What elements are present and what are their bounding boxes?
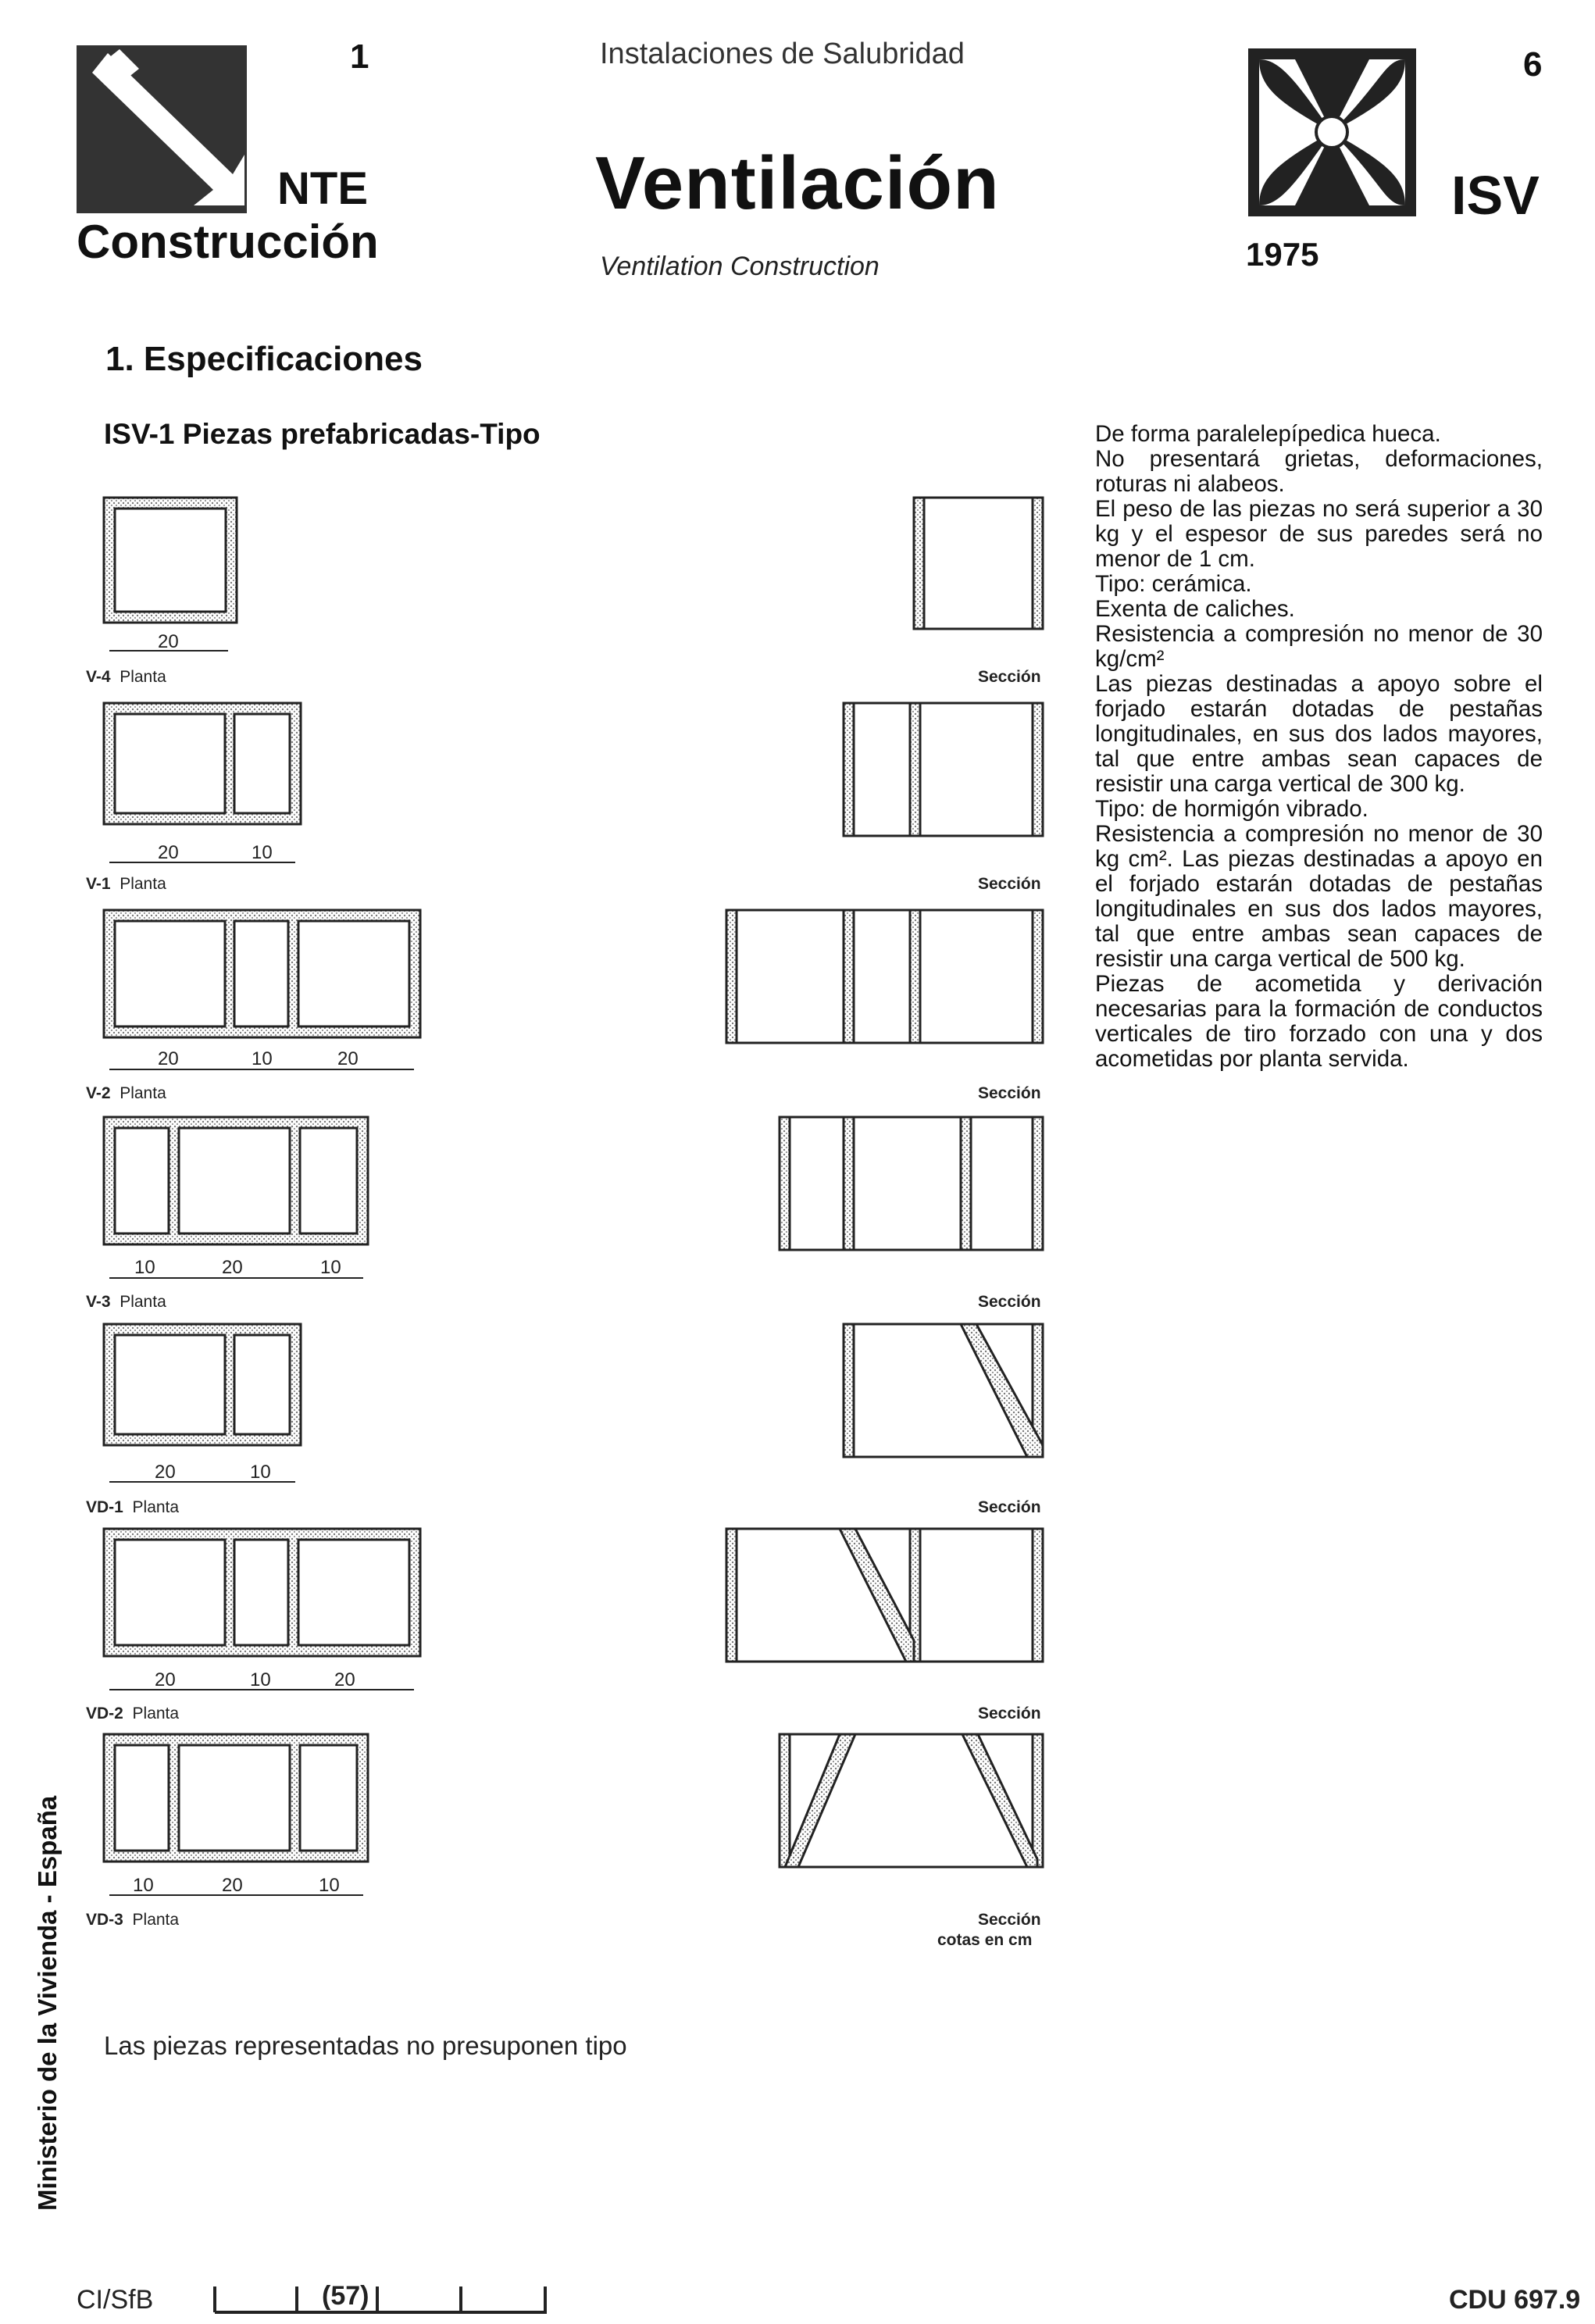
vd3-dim-2: 20 (222, 1875, 243, 1896)
category-label: Instalaciones de Salubridad (600, 37, 965, 70)
vd3-section-caption: Sección (978, 1911, 1041, 1929)
spec-line: Tipo: cerámica. (1095, 571, 1252, 597)
v2-dim-2: 10 (252, 1048, 273, 1069)
vd3-dim-3: 10 (319, 1875, 340, 1896)
vd3-dim-1: 10 (133, 1875, 154, 1896)
section-subheading: ISV-1 Piezas prefabricadas-Tipo (104, 418, 541, 450)
vd2-dim-1: 20 (155, 1669, 176, 1690)
v3-dim-3: 10 (320, 1257, 341, 1278)
cisfb-scale-bar (211, 2277, 555, 2316)
spec-line: De forma paralelepípedica hueca. (1095, 421, 1441, 447)
left-page-number: 1 (350, 37, 369, 76)
v1-plan-caption: V-1 Planta (86, 875, 166, 893)
spec-line: Exenta de caliches. (1095, 596, 1295, 622)
v3-plan-caption: V-3 Planta (86, 1293, 166, 1311)
v3-section (780, 1117, 1043, 1250)
v4-section (914, 498, 1043, 629)
cdu-label: CDU 697.9 (1449, 2285, 1581, 2315)
spec-line: El peso de las piezas no será superior a 30 kg y el espesor de sus paredes será no menor de 1 cm. (1095, 496, 1543, 572)
construccion-label: Construcción (77, 216, 379, 268)
v3-dim-1: 10 (134, 1257, 155, 1278)
year-label: 1975 (1246, 236, 1319, 273)
footnote: Las piezas representadas no presuponen tipo (104, 2031, 627, 2060)
vd2-dim-2: 10 (250, 1669, 271, 1690)
v1-dim-2: 10 (252, 842, 273, 863)
units-note: cotas en cm (937, 1931, 1033, 1949)
right-page-number: 6 (1523, 45, 1543, 84)
v2-section-caption: Sección (978, 1084, 1041, 1102)
cisfb-label: CI/SfB (77, 2285, 154, 2315)
vd1-dim-1: 20 (155, 1462, 176, 1483)
v2-plan-caption: V-2 Planta (86, 1084, 166, 1102)
spec-line: Piezas de acometida y derivación necesarias para la formación de conductos verticales de tiro forzado con una y dos acometidas por planta servida. (1095, 971, 1543, 1072)
vd2-plan-caption: VD-2 Planta (86, 1705, 180, 1722)
spec-line: Tipo: de hormigón vibrado. (1095, 796, 1368, 822)
v3-dim-2: 20 (222, 1257, 243, 1278)
vd3-plan-caption: VD-3 Planta (86, 1911, 180, 1929)
isv-code: ISV (1451, 165, 1540, 226)
v1-dim-1: 20 (158, 842, 179, 863)
nte-label: NTE (277, 163, 368, 214)
v2-dim-1: 20 (158, 1048, 179, 1069)
v4-dim-1: 20 (158, 631, 179, 652)
v4-section-caption: Sección (978, 668, 1041, 686)
v1-section-caption: Sección (978, 875, 1041, 893)
vd1-section-caption: Sección (978, 1498, 1041, 1516)
v2-dim-3: 20 (337, 1048, 359, 1069)
vd2-section-caption: Sección (978, 1705, 1041, 1722)
section-heading: 1. Especificaciones (105, 340, 423, 378)
ministry-sidebar: Ministerio de la Vivienda - España (33, 1795, 62, 2211)
spec-line: Resistencia a compresión no menor de 30 kg/cm² (1095, 621, 1543, 672)
v4-plan-caption: V-4 Planta (86, 668, 166, 686)
v2-section (726, 910, 1043, 1043)
spec-line: Resistencia a compresión no menor de 30 kg cm². Las piezas destinadas a apoyo en el forjado estarán dotadas de pestañas longitudinales en sus dos lados mayores, tal que entre ambas sean capaces de resistir una carga vertical de 500 kg. (1095, 821, 1543, 972)
vd1-plan-caption: VD-1 Planta (86, 1498, 180, 1516)
vd2-dim-3: 20 (334, 1669, 355, 1690)
scale-code: (57) (322, 2281, 369, 2311)
vd1-dim-2: 10 (250, 1462, 271, 1483)
spec-line: Las piezas destinadas a apoyo sobre el forjado estarán dotadas de pestañas longitudinales, en sus dos lados mayores, tal que entre ambas sean capaces de resistir una carga vertical de 300 kg. (1095, 671, 1543, 797)
page-title: Ventilación (595, 141, 1000, 225)
spec-line: No presentará grietas, deformaciones, roturas ni alabeos. (1095, 446, 1543, 497)
v3-section-caption: Sección (978, 1293, 1041, 1311)
v1-section (844, 703, 1043, 836)
page-subtitle: Ventilation Construction (600, 252, 880, 281)
